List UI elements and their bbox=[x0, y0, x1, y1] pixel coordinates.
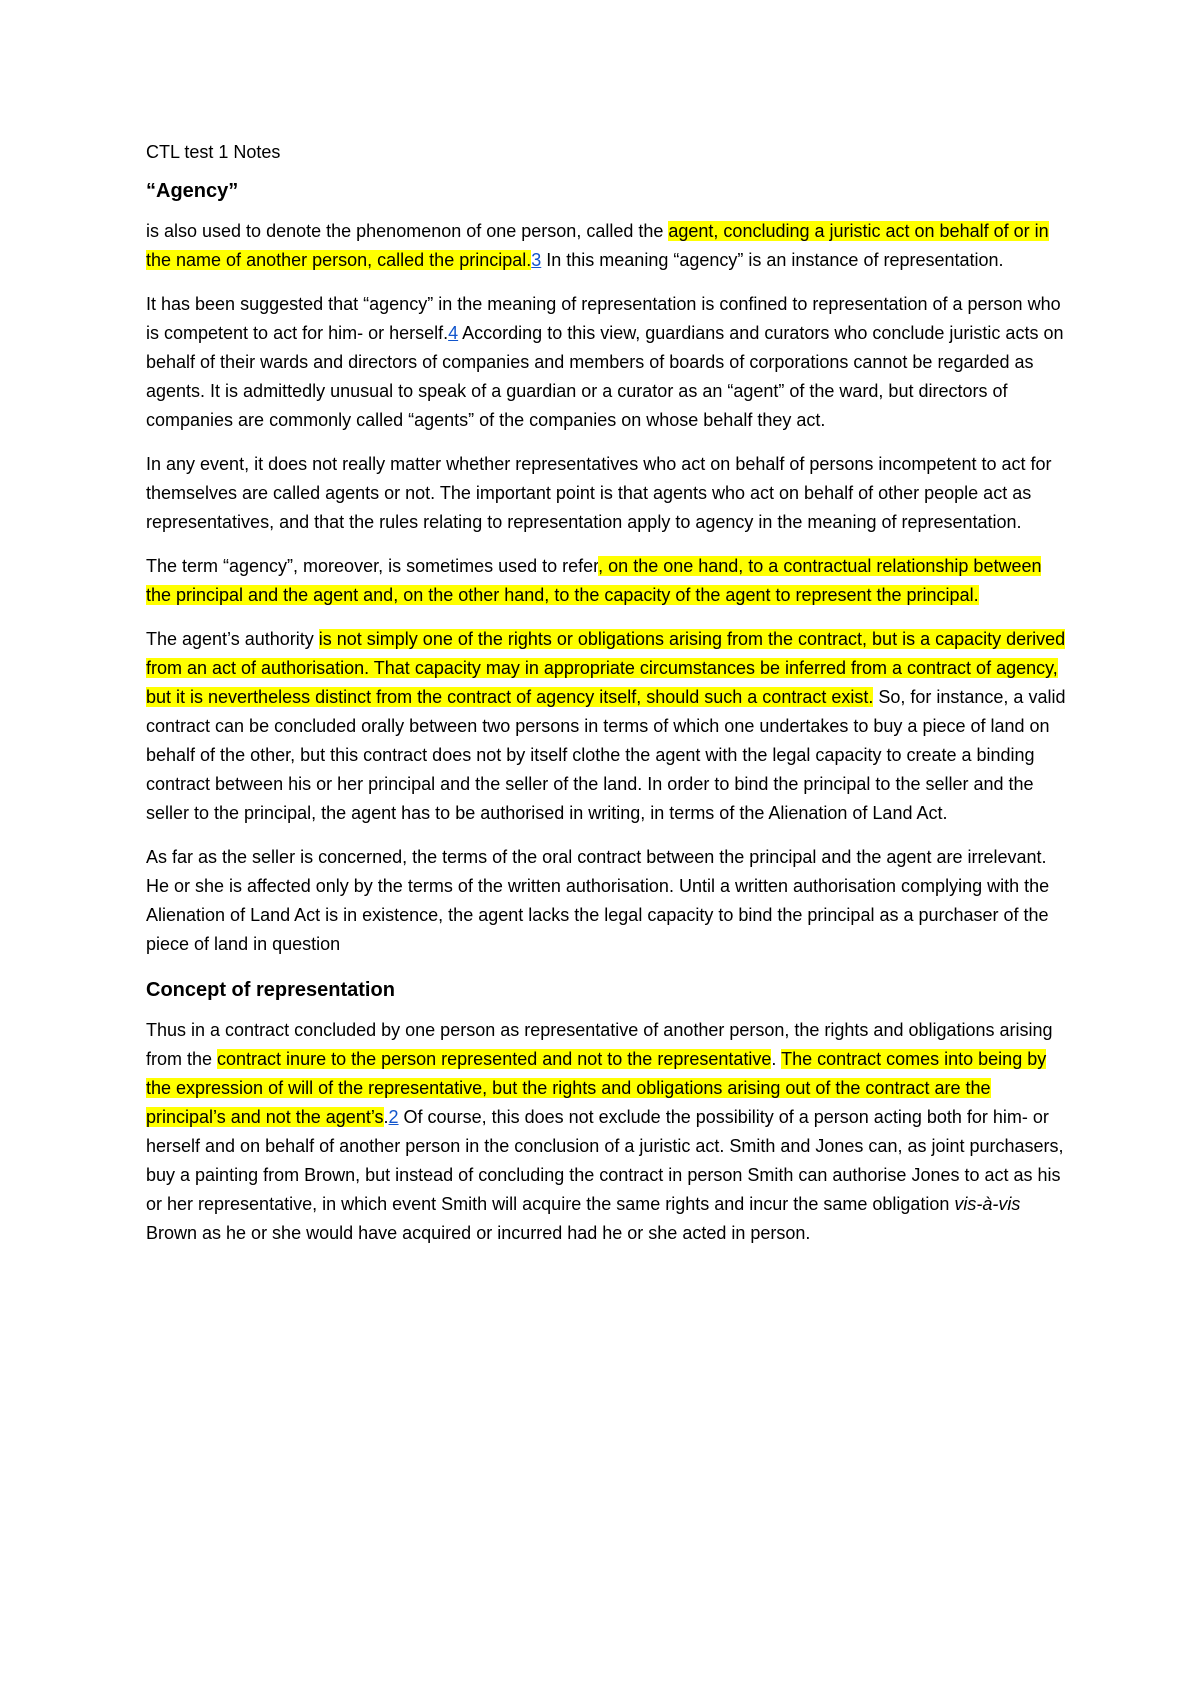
paragraph-agency-suggestion bbox=[146, 290, 1066, 435]
highlighted-text: , on the one hand, to a contractual relationship between the principal and the agent and, on the other hand, to the capacity of the agent to represent the principal. bbox=[146, 556, 1042, 605]
highlighted-text: The contract comes into being by the expression of will of the representative, but the rights and obligations arising out of the contract are the principal’s and not the agent’s bbox=[146, 1049, 1047, 1127]
footnote-link-3[interactable]: 3 bbox=[531, 250, 542, 270]
heading-agency: “Agency” bbox=[146, 180, 239, 202]
italic-text: vis-à-vis bbox=[954, 1194, 1021, 1214]
text: . bbox=[771, 1049, 782, 1069]
heading-concept-of-representation: Concept of representation bbox=[146, 979, 395, 1001]
text: is also used to denote the phenomenon of one person, called the bbox=[146, 221, 669, 241]
text: So, for instance, a valid contract can be concluded orally between two persons in terms of which one undertakes to buy a piece of land on behalf of the other, but this contract does not by itself clothe the agent with the legal capacity to create a binding contract between his or her principal and the seller of the land. In order to bind the principal to the seller and the seller to the principal, the agent has to be authorised in writing, in terms of the Alienation of Land Act. bbox=[146, 687, 1066, 823]
document-page bbox=[146, 138, 1066, 1263]
text: In any event, it does not really matter whether representatives who act on behalf of persons incompetent to act for themselves are called agents or not. The important point is that agents who act on behalf of other people act as representatives, and that the rules relating to representation apply to agency in the meaning of representation. bbox=[146, 454, 1052, 532]
text: Thus in a contract concluded by one person as representative of another person, the rights and obligations arising from the bbox=[146, 1020, 1053, 1069]
highlighted-text: is not simply one of the rights or obligations arising from the contract, but is a capacity derived from an act of authorisation. That capacity may in appropriate circumstances be inferred from a contract of agency, but it is nevertheless distinct from the contract of agency itself, should such a contract exist. bbox=[146, 629, 1066, 707]
text: The term “agency”, moreover, is sometimes used to refer bbox=[146, 556, 599, 576]
paragraph-term-agency bbox=[146, 552, 1066, 610]
paragraph-any-event bbox=[146, 450, 1066, 537]
text: Brown as he or she would have acquired or incurred had he or she acted in person. bbox=[146, 1223, 811, 1243]
paragraph-representation bbox=[146, 1016, 1066, 1248]
text: The agent’s authority bbox=[146, 629, 319, 649]
text: Of course, this does not exclude the possibility of a person acting both for him- or herself and on behalf of another person in the conclusion of a juristic act. Smith and Jones can, as joint purchasers, buy a painting from Brown, but instead of concluding the contract in person Smith can authorise Jones to act as his or her representative, in which event Smith will acquire the same rights and incur the same obligation bbox=[146, 1107, 1064, 1214]
text: According to this view, guardians and curators who conclude juristic acts on behalf of their wards and directors of companies and members of boards of corporations cannot be regarded as agents. It is admittedly unusual to speak of a guardian or a curator as an “agent” of the ward, but directors of companies are commonly called “agents” of the companies on whose behalf they act. bbox=[146, 323, 1064, 430]
paragraph-agency-definition bbox=[146, 217, 1066, 275]
paragraph-agent-authority bbox=[146, 625, 1066, 828]
text: It has been suggested that “agency” in the meaning of representation is confined to representation of a person who is competent to act for him- or herself. bbox=[146, 294, 1061, 343]
text: . bbox=[383, 1107, 389, 1127]
text: As far as the seller is concerned, the terms of the oral contract between the principal and the agent are irrelevant. He or she is affected only by the terms of the written authorisation. Until a written authorisation complying with the Alienation of Land Act is in existence, the agent lacks the legal capacity to bind the principal as a purchaser of the piece of land in question bbox=[146, 847, 1050, 954]
document-label: CTL test 1 Notes bbox=[146, 142, 281, 162]
highlighted-text: contract inure to the person represented and not to the representative bbox=[217, 1049, 772, 1069]
footnote-link-2[interactable]: 2 bbox=[388, 1107, 399, 1127]
footnote-link-4[interactable]: 4 bbox=[448, 323, 459, 343]
highlighted-text: agent, concluding a juristic act on behalf of or in the name of another person, called the principal. bbox=[146, 221, 1049, 270]
text: In this meaning “agency” is an instance of representation. bbox=[541, 250, 1004, 270]
paragraph-seller-concerned bbox=[146, 843, 1066, 959]
